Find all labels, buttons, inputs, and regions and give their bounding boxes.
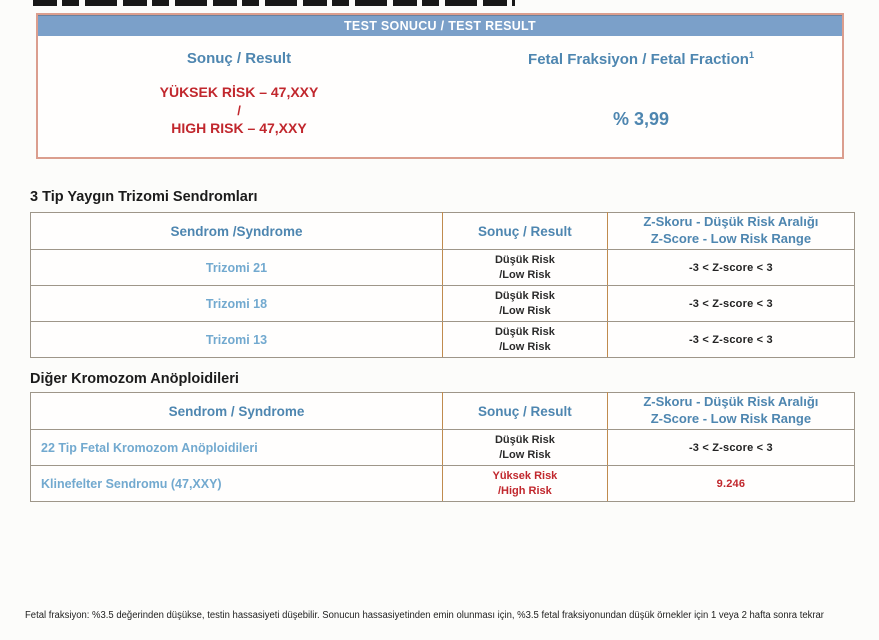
result-cell bbox=[443, 286, 608, 322]
risk-result-line-tr: YÜKSEK RİSK – 47,XXY bbox=[159, 84, 319, 100]
syndrome-cell: Klinefelter Sendromu (47,XXY) bbox=[31, 466, 443, 502]
table-row-trisomy-13 bbox=[31, 322, 855, 358]
redacted-top-strip bbox=[33, 0, 515, 6]
zscore-cell: -3 < Z-score < 3 bbox=[607, 286, 854, 322]
result-line-en: /High Risk bbox=[498, 484, 552, 497]
aneuploidy-table-header-row bbox=[31, 393, 855, 430]
risk-result-separator: / bbox=[237, 103, 241, 118]
footnote-marker: 1 bbox=[748, 50, 754, 60]
result-cell bbox=[443, 322, 608, 358]
test-result-body bbox=[38, 36, 842, 136]
result-line-tr: Yüksek Risk bbox=[492, 470, 558, 483]
result-line-en: /Low Risk bbox=[499, 340, 551, 353]
column-header-zscore bbox=[607, 213, 854, 250]
result-cell bbox=[443, 430, 608, 466]
syndrome-cell: Trizomi 13 bbox=[31, 322, 443, 358]
result-column bbox=[38, 36, 440, 136]
zscore-header-line-en: Z-Score - Low Risk Range bbox=[650, 411, 812, 426]
aneuploidy-section-heading: Diğer Kromozom Anöploidileri bbox=[30, 371, 239, 387]
result-line-en: /Low Risk bbox=[499, 448, 551, 461]
fetal-fraction-value: % 3,99 bbox=[612, 109, 670, 129]
result-line-tr: Düşük Risk bbox=[494, 434, 555, 447]
fetal-fraction-footnote: Fetal fraksiyon: %3.5 değerinden düşükse, testin hassasiyeti düşebilir. Sonucun hassasiyetinden emin olunması için, %3.5 fetal fraksiyonundan düşük örnekler için 1 veya 2 hafta sonra tekrar bbox=[25, 610, 824, 621]
fetal-fraction-title bbox=[440, 50, 842, 68]
zscore-header-line-tr: Z-Skoru - Düşük Risk Aralığı bbox=[643, 394, 819, 410]
column-header-result: Sonuç / Result bbox=[443, 393, 608, 430]
risk-result-line-en: HIGH RISK – 47,XXY bbox=[171, 120, 307, 136]
zscore-header-line-tr: Z-Skoru - Düşük Risk Aralığı bbox=[643, 214, 819, 230]
result-cell bbox=[443, 466, 608, 502]
table-row-klinefelter bbox=[31, 466, 855, 502]
trisomy-section-heading: 3 Tip Yaygın Trizomi Sendromları bbox=[30, 189, 258, 205]
result-line-en: /Low Risk bbox=[499, 304, 551, 317]
zscore-cell: -3 < Z-score < 3 bbox=[607, 430, 854, 466]
table-row-trisomy-21 bbox=[31, 250, 855, 286]
result-line-en: /Low Risk bbox=[499, 268, 551, 281]
column-header-syndrome: Sendrom / Syndrome bbox=[31, 393, 443, 430]
aneuploidy-table bbox=[30, 392, 855, 502]
zscore-cell: -3 < Z-score < 3 bbox=[607, 322, 854, 358]
column-header-result: Sonuç / Result bbox=[443, 213, 608, 250]
fetal-fraction-title-text: Fetal Fraksiyon / Fetal Fraction bbox=[528, 51, 749, 68]
result-cell bbox=[443, 250, 608, 286]
zscore-header-line-en: Z-Score - Low Risk Range bbox=[650, 231, 812, 246]
table-row-22-aneuploidies bbox=[31, 430, 855, 466]
zscore-cell: -3 < Z-score < 3 bbox=[607, 250, 854, 286]
fetal-fraction-column bbox=[440, 36, 842, 136]
syndrome-cell: Trizomi 21 bbox=[31, 250, 443, 286]
zscore-cell: 9.246 bbox=[607, 466, 854, 502]
column-header-syndrome: Sendrom /Syndrome bbox=[31, 213, 443, 250]
syndrome-cell: 22 Tip Fetal Kromozom Anöploidileri bbox=[31, 430, 443, 466]
result-line-tr: Düşük Risk bbox=[494, 290, 555, 303]
column-header-zscore bbox=[607, 393, 854, 430]
result-line-tr: Düşük Risk bbox=[494, 254, 555, 267]
result-column-title: Sonuç / Result bbox=[186, 50, 292, 67]
test-result-header: TEST SONUCU / TEST RESULT bbox=[38, 15, 842, 36]
syndrome-cell: Trizomi 18 bbox=[31, 286, 443, 322]
table-row-trisomy-18 bbox=[31, 286, 855, 322]
result-line-tr: Düşük Risk bbox=[494, 326, 555, 339]
trisomy-table bbox=[30, 212, 855, 358]
test-result-box bbox=[36, 13, 844, 159]
trisomy-table-header-row bbox=[31, 213, 855, 250]
